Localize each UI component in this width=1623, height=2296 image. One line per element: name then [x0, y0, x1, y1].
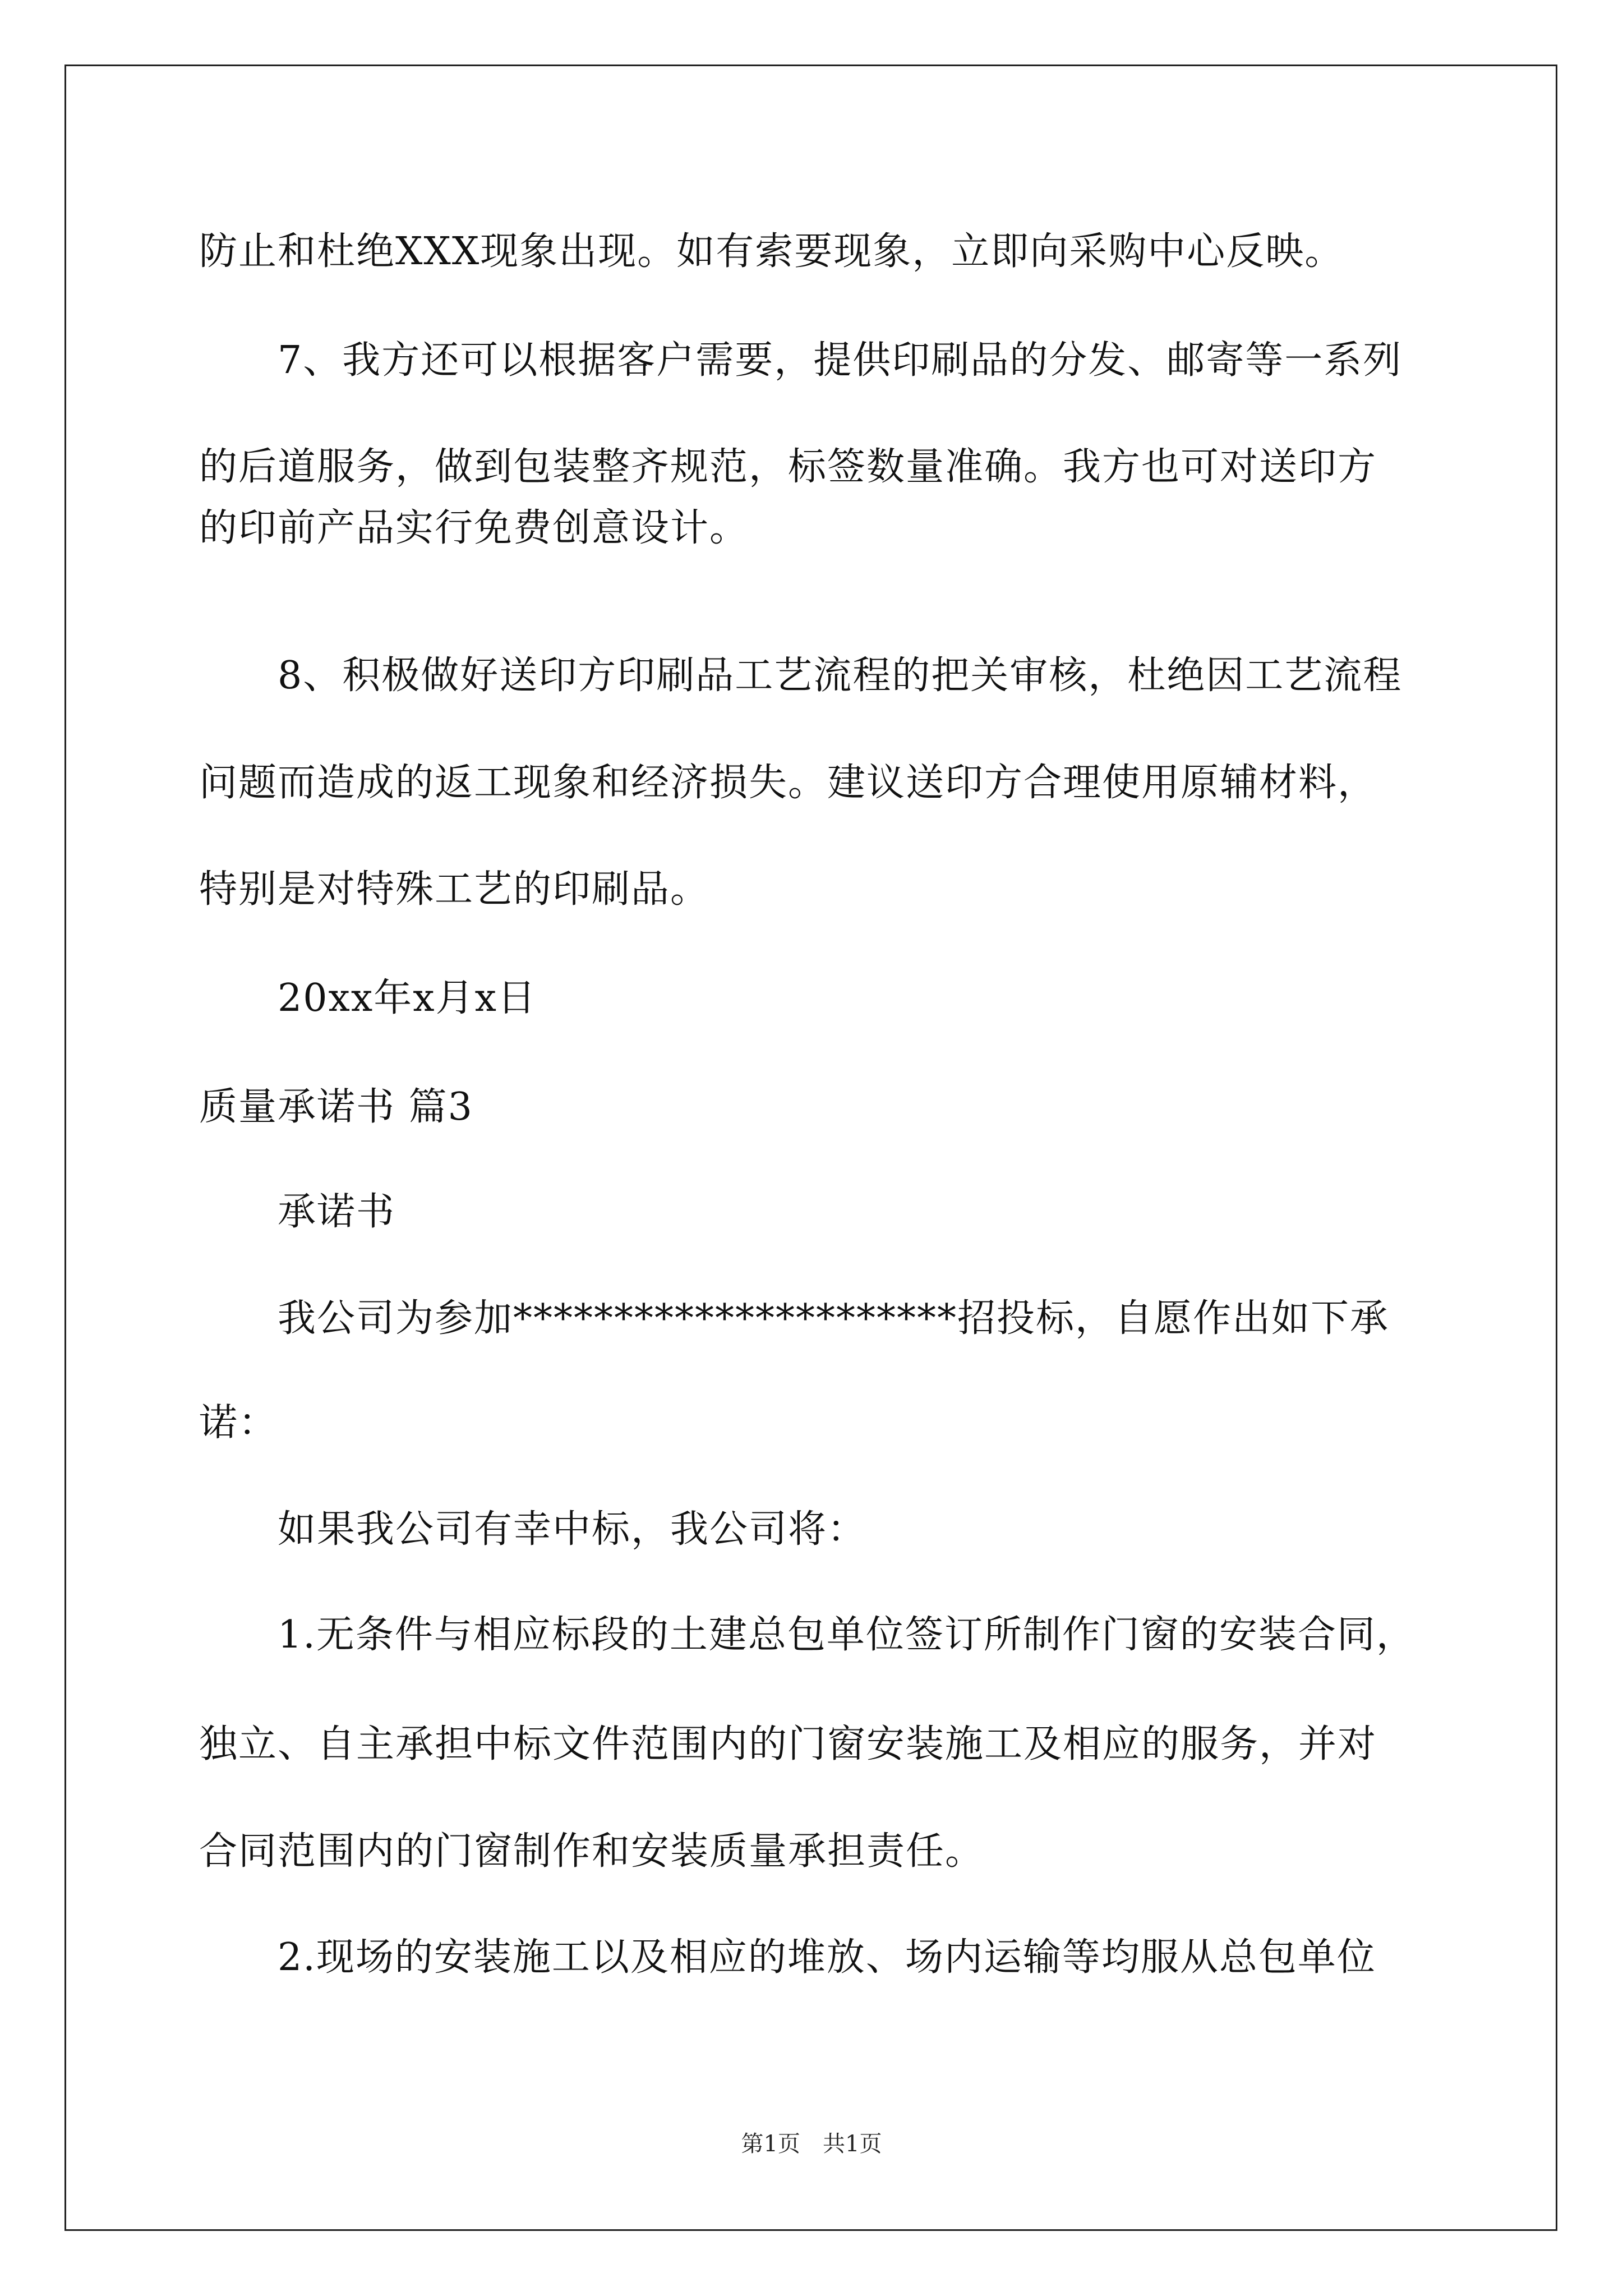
paragraph-line: 合同范围内的门窗制作和安装质量承担责任。 — [199, 1829, 985, 1874]
paragraph-line: 诺： — [199, 1401, 278, 1445]
section-heading: 质量承诺书 篇3 — [199, 1085, 473, 1129]
page-border — [64, 65, 1557, 2231]
paragraph-line: 特别是对特殊工艺的印刷品。 — [199, 867, 710, 912]
paragraph-line: 我公司为参加**********************招投标，自愿作出如下承 — [278, 1296, 1390, 1341]
paragraph-line: 防止和杜绝XXX现象出现。如有索要现象，立即向采购中心反映。 — [199, 229, 1344, 274]
paragraph-line: 7、我方还可以根据客户需要，提供印刷品的分发、邮寄等一系列 — [278, 338, 1403, 383]
paragraph-line: 8、积极做好送印方印刷品工艺流程的把关审核，杜绝因工艺流程 — [278, 654, 1403, 698]
paragraph-line: 的印前产品实行免费创意设计。 — [199, 506, 749, 550]
page-footer: 第1页 共1页 — [741, 2131, 882, 2157]
paragraph-line: 1.无条件与相应标段的土建总包单位签订所制作门窗的安装合同， — [278, 1613, 1415, 1657]
paragraph-line: 2.现场的安装施工以及相应的堆放、场内运输等均服从总包单位 — [278, 1935, 1376, 1980]
paragraph-line: 如果我公司有幸中标，我公司将： — [278, 1507, 867, 1552]
subheading: 承诺书 — [278, 1190, 396, 1234]
paragraph-line: 独立、自主承担中标文件范围内的门窗安装施工及相应的服务，并对 — [199, 1722, 1377, 1766]
paragraph-line: 的后道服务，做到包装整齐规范，标签数量准确。我方也可对送印方 — [199, 445, 1377, 489]
date-line: 20xx年x月x日 — [278, 976, 537, 1020]
paragraph-line: 问题而造成的返工现象和经济损失。建议送印方合理使用原辅材料， — [199, 761, 1377, 805]
